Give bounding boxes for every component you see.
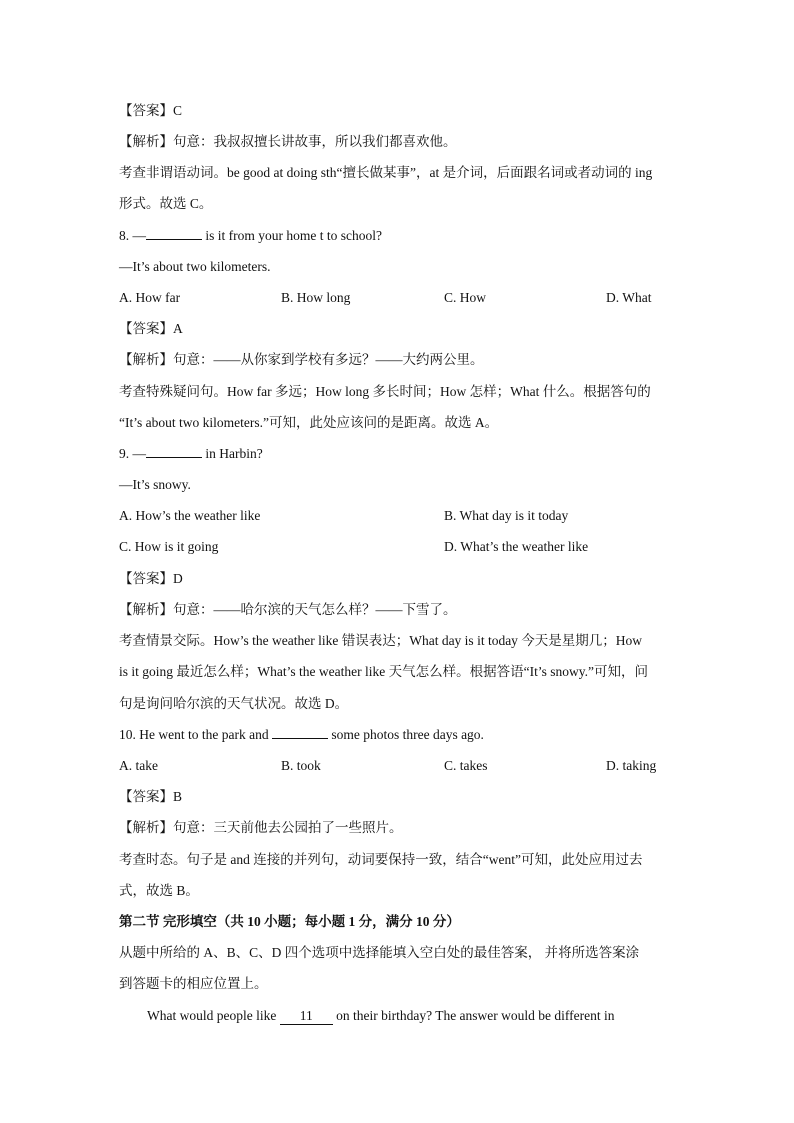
section-2-instruction-line-2: 到答题卡的相应位置上。 [119,976,268,991]
q9-option-a: A. How’s the weather like [119,508,261,523]
q10-answer: 【答案】B [119,789,183,804]
q9-stem-suffix: in Harbin? [202,446,263,461]
q7-analysis-line-1: 【解析】句意：我叔叔擅长讲故事，所以我们都喜欢他。 [119,134,457,149]
q8-analysis-line-1: 【解析】句意：——从你家到学校有多远？——大约两公里。 [119,352,484,367]
section-2-instruction-line-1: 从题中所给的 A、B、C、D 四个选项中选择能填入空白处的最佳答案， 并将所选答案涂 [119,945,640,960]
q8-analysis-line-2: 考查特殊疑问句。How far 多远；How long 多长时间；How 怎样；What 什么。根据答句的 [119,384,651,399]
q10-stem-prefix: 10. He went to the park and [119,727,272,742]
q9-reply: —It’s snowy. [119,477,191,492]
q8-stem-suffix: is it from your home t to school? [202,228,382,243]
q9-answer: 【答案】D [119,571,183,586]
q9-analysis-line-2: 考查情景交际。How’s the weather like 错误表达；What day is it today 今天是星期几；How [119,633,643,648]
q7-answer: 【答案】C [119,103,183,118]
q10-option-d: D. taking [606,758,657,773]
q10-option-c: C. takes [444,758,488,773]
q9-option-c: C. How is it going [119,539,219,554]
q10-option-a: A. take [119,758,158,773]
q10-analysis-line-3: 式，故选 B。 [119,883,199,898]
q8-analysis-line-3: “It’s about two kilometers.”可知，此处应该问的是距离。故选 A。 [119,415,499,430]
q7-analysis-line-3: 形式。故选 C。 [119,196,213,211]
q8-stem [119,226,382,246]
section-2-heading: 第二节 完形填空（共 10 小题；每小题 1 分，满分 10 分） [119,914,460,929]
cloze-blank-11: 11 [280,1008,333,1025]
cloze-passage-line-1 [119,1006,615,1026]
q10-stem [119,725,484,745]
q8-option-b: B. How long [281,290,351,305]
q10-option-b: B. took [281,758,321,773]
cloze-passage-suffix: on their birthday? The answer would be different in [332,1008,615,1023]
cloze-passage-prefix: What would people like [147,1008,280,1023]
q9-option-d: D. What’s the weather like [444,539,589,554]
q10-blank [272,738,328,739]
q9-analysis-line-3: is it going 最近怎么样；What’s the weather like 天气怎么样。根据答语“It’s snowy.”可知，问 [119,664,648,679]
q9-blank [146,457,202,458]
q8-option-c: C. How [444,290,487,305]
q7-analysis-line-2: 考查非谓语动词。be good at doing sth“擅长做某事”，at 是介词，后面跟名词或者动词的 ing [119,165,653,180]
q8-blank [146,239,202,240]
q8-option-a: A. How far [119,290,181,305]
q9-option-b: B. What day is it today [444,508,569,523]
q8-option-d: D. What [606,290,652,305]
q9-analysis-line-1: 【解析】句意：——哈尔滨的天气怎么样？——下雪了。 [119,602,457,617]
q9-stem-prefix: 9. — [119,446,146,461]
q10-analysis-line-2: 考查时态。句子是 and 连接的并列句，动词要保持一致，结合“went”可知，此处应用过去 [119,852,643,867]
q10-analysis-line-1: 【解析】句意：三天前他去公园拍了一些照片。 [119,820,403,835]
q8-stem-prefix: 8. — [119,228,146,243]
q9-stem [119,444,263,464]
q9-analysis-line-4: 句是询问哈尔滨的天气状况。故选 D。 [119,696,349,711]
q8-reply: —It’s about two kilometers. [119,259,271,274]
q10-stem-suffix: some photos three days ago. [327,727,484,742]
q8-answer: 【答案】A [119,321,183,336]
